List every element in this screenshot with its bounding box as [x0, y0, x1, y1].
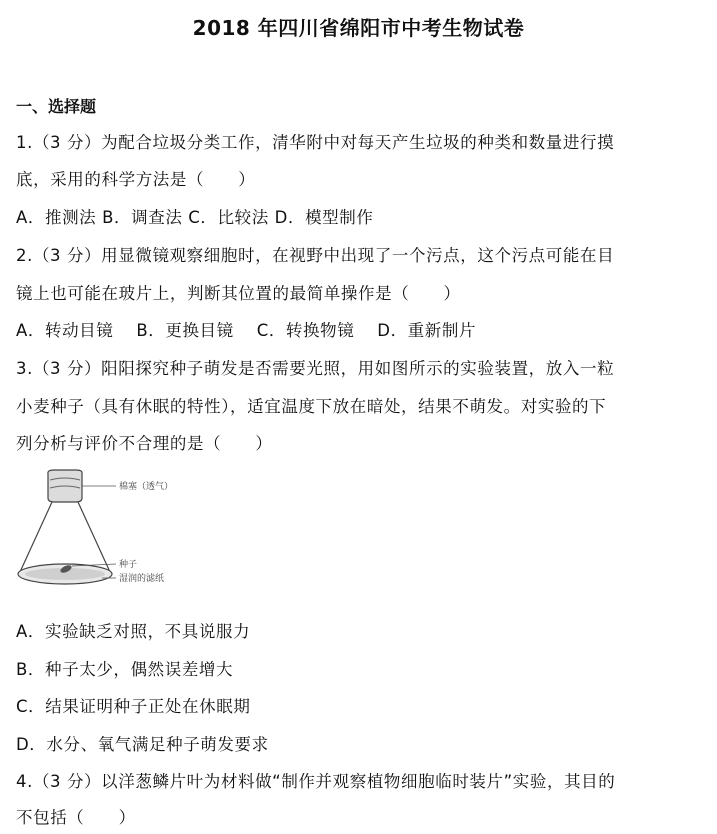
q3-option-b: B．种子太少，偶然误差增大	[16, 660, 234, 679]
q1-line1: 1.（3 分）为配合垃圾分类工作，清华附中对每天产生垃圾的种类和数量进行摸	[16, 133, 615, 152]
flask-body	[20, 502, 110, 572]
q2-line2: 镜上也可能在玻片上，判断其位置的最简单操作是（ ）	[16, 284, 461, 303]
label-paper: 湿润的滤纸	[119, 574, 165, 584]
q3-option-d: D．水分、氧气满足种子萌发要求	[16, 735, 269, 754]
q3-line1: 3.（3 分）阳阳探究种子萌发是否需要光照，用如图所示的实验装置，放入一粒	[16, 359, 615, 378]
flask-diagram	[14, 466, 214, 594]
q2-options: A．转动目镜 B．更换目镜 C．转换物镜 D．重新制片	[16, 321, 477, 340]
q3-line2: 小麦种子（具有休眠的特性），适宜温度下放在暗处，结果不萌发。对实验的下	[16, 397, 607, 416]
experiment-figure	[14, 466, 214, 594]
q1-line2: 底，采用的科学方法是（ ）	[16, 170, 256, 189]
q3-option-a: A．实验缺乏对照，不具说服力	[16, 622, 251, 641]
q4-line2: 不包括（ ）	[16, 808, 136, 827]
label-cotton: 棉塞（透气）	[119, 482, 174, 492]
q2-line1: 2.（3 分）用显微镜观察细胞时，在视野中出现了一个污点，这个污点可能在目	[16, 246, 615, 265]
label-seed: 种子	[119, 560, 138, 570]
section-heading: 一、选择题	[16, 97, 97, 116]
q1-options: A．推测法 B．调查法 C．比较法 D．模型制作	[16, 208, 374, 227]
page-title: 2018 年四川省绵阳市中考生物试卷	[192, 16, 525, 40]
q4-line1: 4.（3 分）以洋葱鳞片叶为材料做“制作并观察植物细胞临时装片”实验，其目的	[16, 772, 616, 791]
q3-line3: 列分析与评价不合理的是（ ）	[16, 434, 273, 453]
q3-option-c: C．结果证明种子正处在休眠期	[16, 697, 251, 716]
